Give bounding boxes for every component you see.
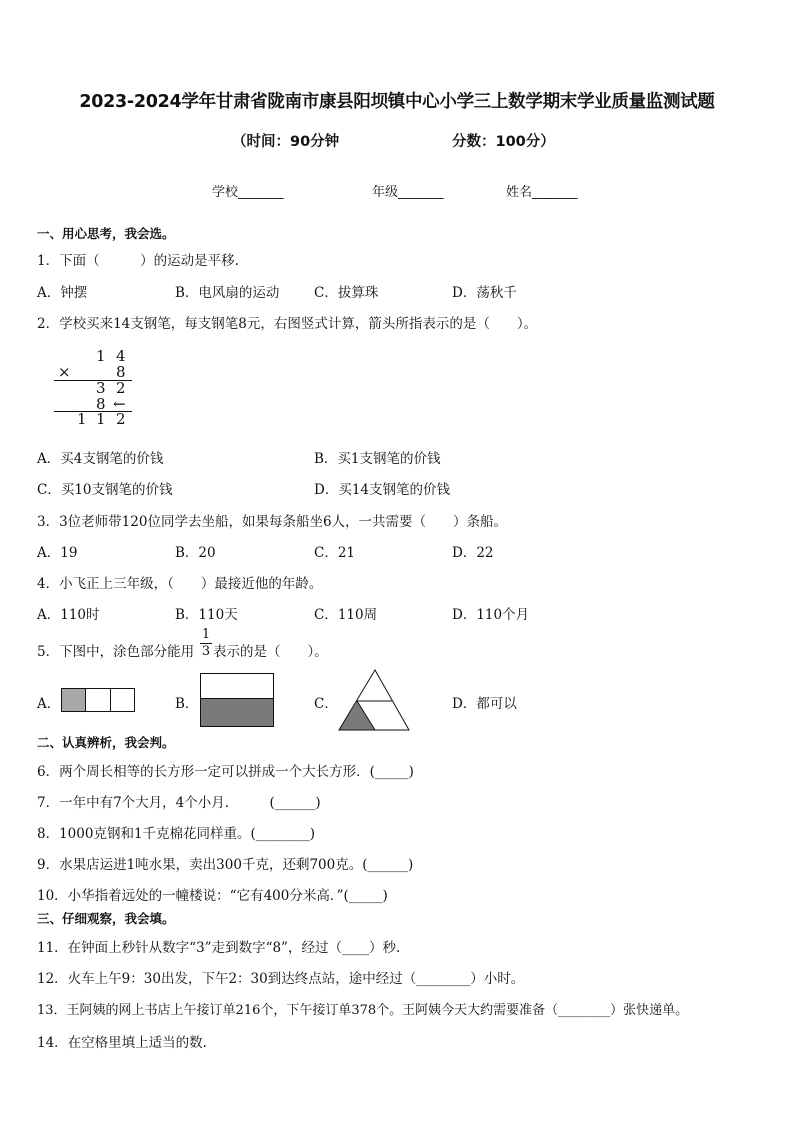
- digit: 8: [116, 363, 126, 381]
- q7: 7．一年中有7个大月，4个小月. (______): [37, 795, 321, 811]
- q5-option-c-label: C．: [314, 696, 338, 712]
- digit: 2: [116, 379, 126, 397]
- page-title: 2023-2024学年甘肃省陇南市康县阳坝镇中心小学三上数学期末学业质量监测试题: [79, 92, 715, 112]
- q5-option-a-label: A．: [37, 696, 61, 712]
- q13: 13．王阿姨的网上书店上午接订单216个，下午接订单378个。王阿姨今天大约需要准备（________）张快递单。: [37, 1003, 689, 1018]
- digit: 8: [96, 395, 106, 413]
- blank-part: [201, 674, 273, 699]
- shaded-part: [201, 699, 273, 726]
- blank-cell: [111, 689, 134, 711]
- fraction-numerator: 1: [201, 627, 211, 642]
- q1-option-d: D．荡秋千: [452, 285, 517, 301]
- q2-option-c: C．买10支钢笔的价钱: [37, 482, 173, 498]
- digit: 4: [116, 347, 126, 365]
- q5-option-d: D．都可以: [452, 696, 517, 712]
- q1-option-b: B．电风扇的运动: [175, 285, 280, 301]
- fraction-denominator: 3: [201, 644, 211, 659]
- q5-figure-a: [61, 688, 135, 712]
- q5-stem-start: 5．下图中，涂色部分能用: [37, 644, 195, 660]
- q3-stem: 3．3位老师带120位同学去坐船，如果每条船坐6人，一共需要（ ）条船。: [37, 514, 508, 530]
- q6: 6．两个周长相等的长方形一定可以拼成一个大长方形．(_____): [37, 764, 414, 780]
- q2-option-d: D．买14支钢笔的价钱: [314, 482, 451, 498]
- shaded-cell: [62, 689, 86, 711]
- digit: 1: [96, 410, 106, 428]
- q11: 11．在钟面上秒针从数字“3”走到数字“8”，经过（____）秒.: [37, 940, 401, 956]
- name-field: 姓名_______: [506, 185, 578, 200]
- arrow-icon: ←: [113, 395, 126, 413]
- section-1-heading: 一、用心思考，我会选。: [37, 226, 175, 241]
- q5-figure-c-triangle: [336, 668, 412, 732]
- q4-option-d: D．110个月: [452, 607, 530, 623]
- shaded-triangle: [339, 701, 375, 730]
- q14: 14．在空格里填上适当的数.: [37, 1035, 207, 1051]
- q8: 8．1000克钢和1千克棉花同样重。(________): [37, 826, 316, 842]
- times-sign: ×: [58, 363, 71, 381]
- q2-option-b: B．买1支钢笔的价钱: [314, 451, 441, 467]
- q3-option-c: C．21: [314, 545, 356, 561]
- q4-option-a: A．110时: [37, 607, 100, 623]
- q5-figure-b: [200, 673, 274, 727]
- q4-option-c: C．110周: [314, 607, 378, 623]
- q4-stem: 4．小飞正上三年级，（ ）最接近他的年龄。: [37, 576, 323, 592]
- q2-option-a: A．买4支钢笔的价钱: [37, 451, 164, 467]
- q3-option-d: D．22: [452, 545, 494, 561]
- digit: 1: [77, 410, 87, 428]
- section-2-heading: 二、认真辨析，我会判。: [37, 735, 175, 750]
- q3-option-b: B．20: [175, 545, 216, 561]
- school-field: 学校_______: [212, 185, 284, 200]
- q2-stem: 2．学校买来14支钢笔，每支钢笔8元，右图竖式计算，箭头所指表示的是（ ）。: [37, 316, 538, 332]
- exam-score: 分数：100分）: [452, 134, 555, 150]
- fraction-one-third: [200, 628, 212, 659]
- q3-option-a: A．19: [37, 545, 78, 561]
- exam-time: （时间：90分钟: [232, 134, 340, 150]
- q9: 9．水果店运进1吨水果，卖出300千克，还剩700克。(______): [37, 857, 414, 873]
- q4-option-b: B．110天: [175, 607, 238, 623]
- section-3-heading: 三、仔细观察，我会填。: [37, 911, 175, 926]
- q1-stem: 1．下面（ ）的运动是平移.: [37, 253, 239, 269]
- grade-field: 年级_______: [372, 185, 444, 200]
- q10: 10．小华指着远处的一幢楼说：“它有400分米高．”(_____): [37, 888, 388, 904]
- q1-option-a: A．钟摆: [37, 285, 88, 301]
- digit: 2: [116, 410, 126, 428]
- q1-option-c: C．拔算珠: [314, 285, 379, 301]
- digit: 1: [96, 347, 106, 365]
- q5-stem-end: 表示的是（ ）。: [213, 644, 328, 660]
- q5-option-b-label: B．: [175, 696, 199, 712]
- digit: 3: [96, 379, 106, 397]
- blank-cell: [86, 689, 110, 711]
- q12: 12．火车上午9：30出发，下午2：30到达终点站，途中经过（________）小时。: [37, 971, 525, 987]
